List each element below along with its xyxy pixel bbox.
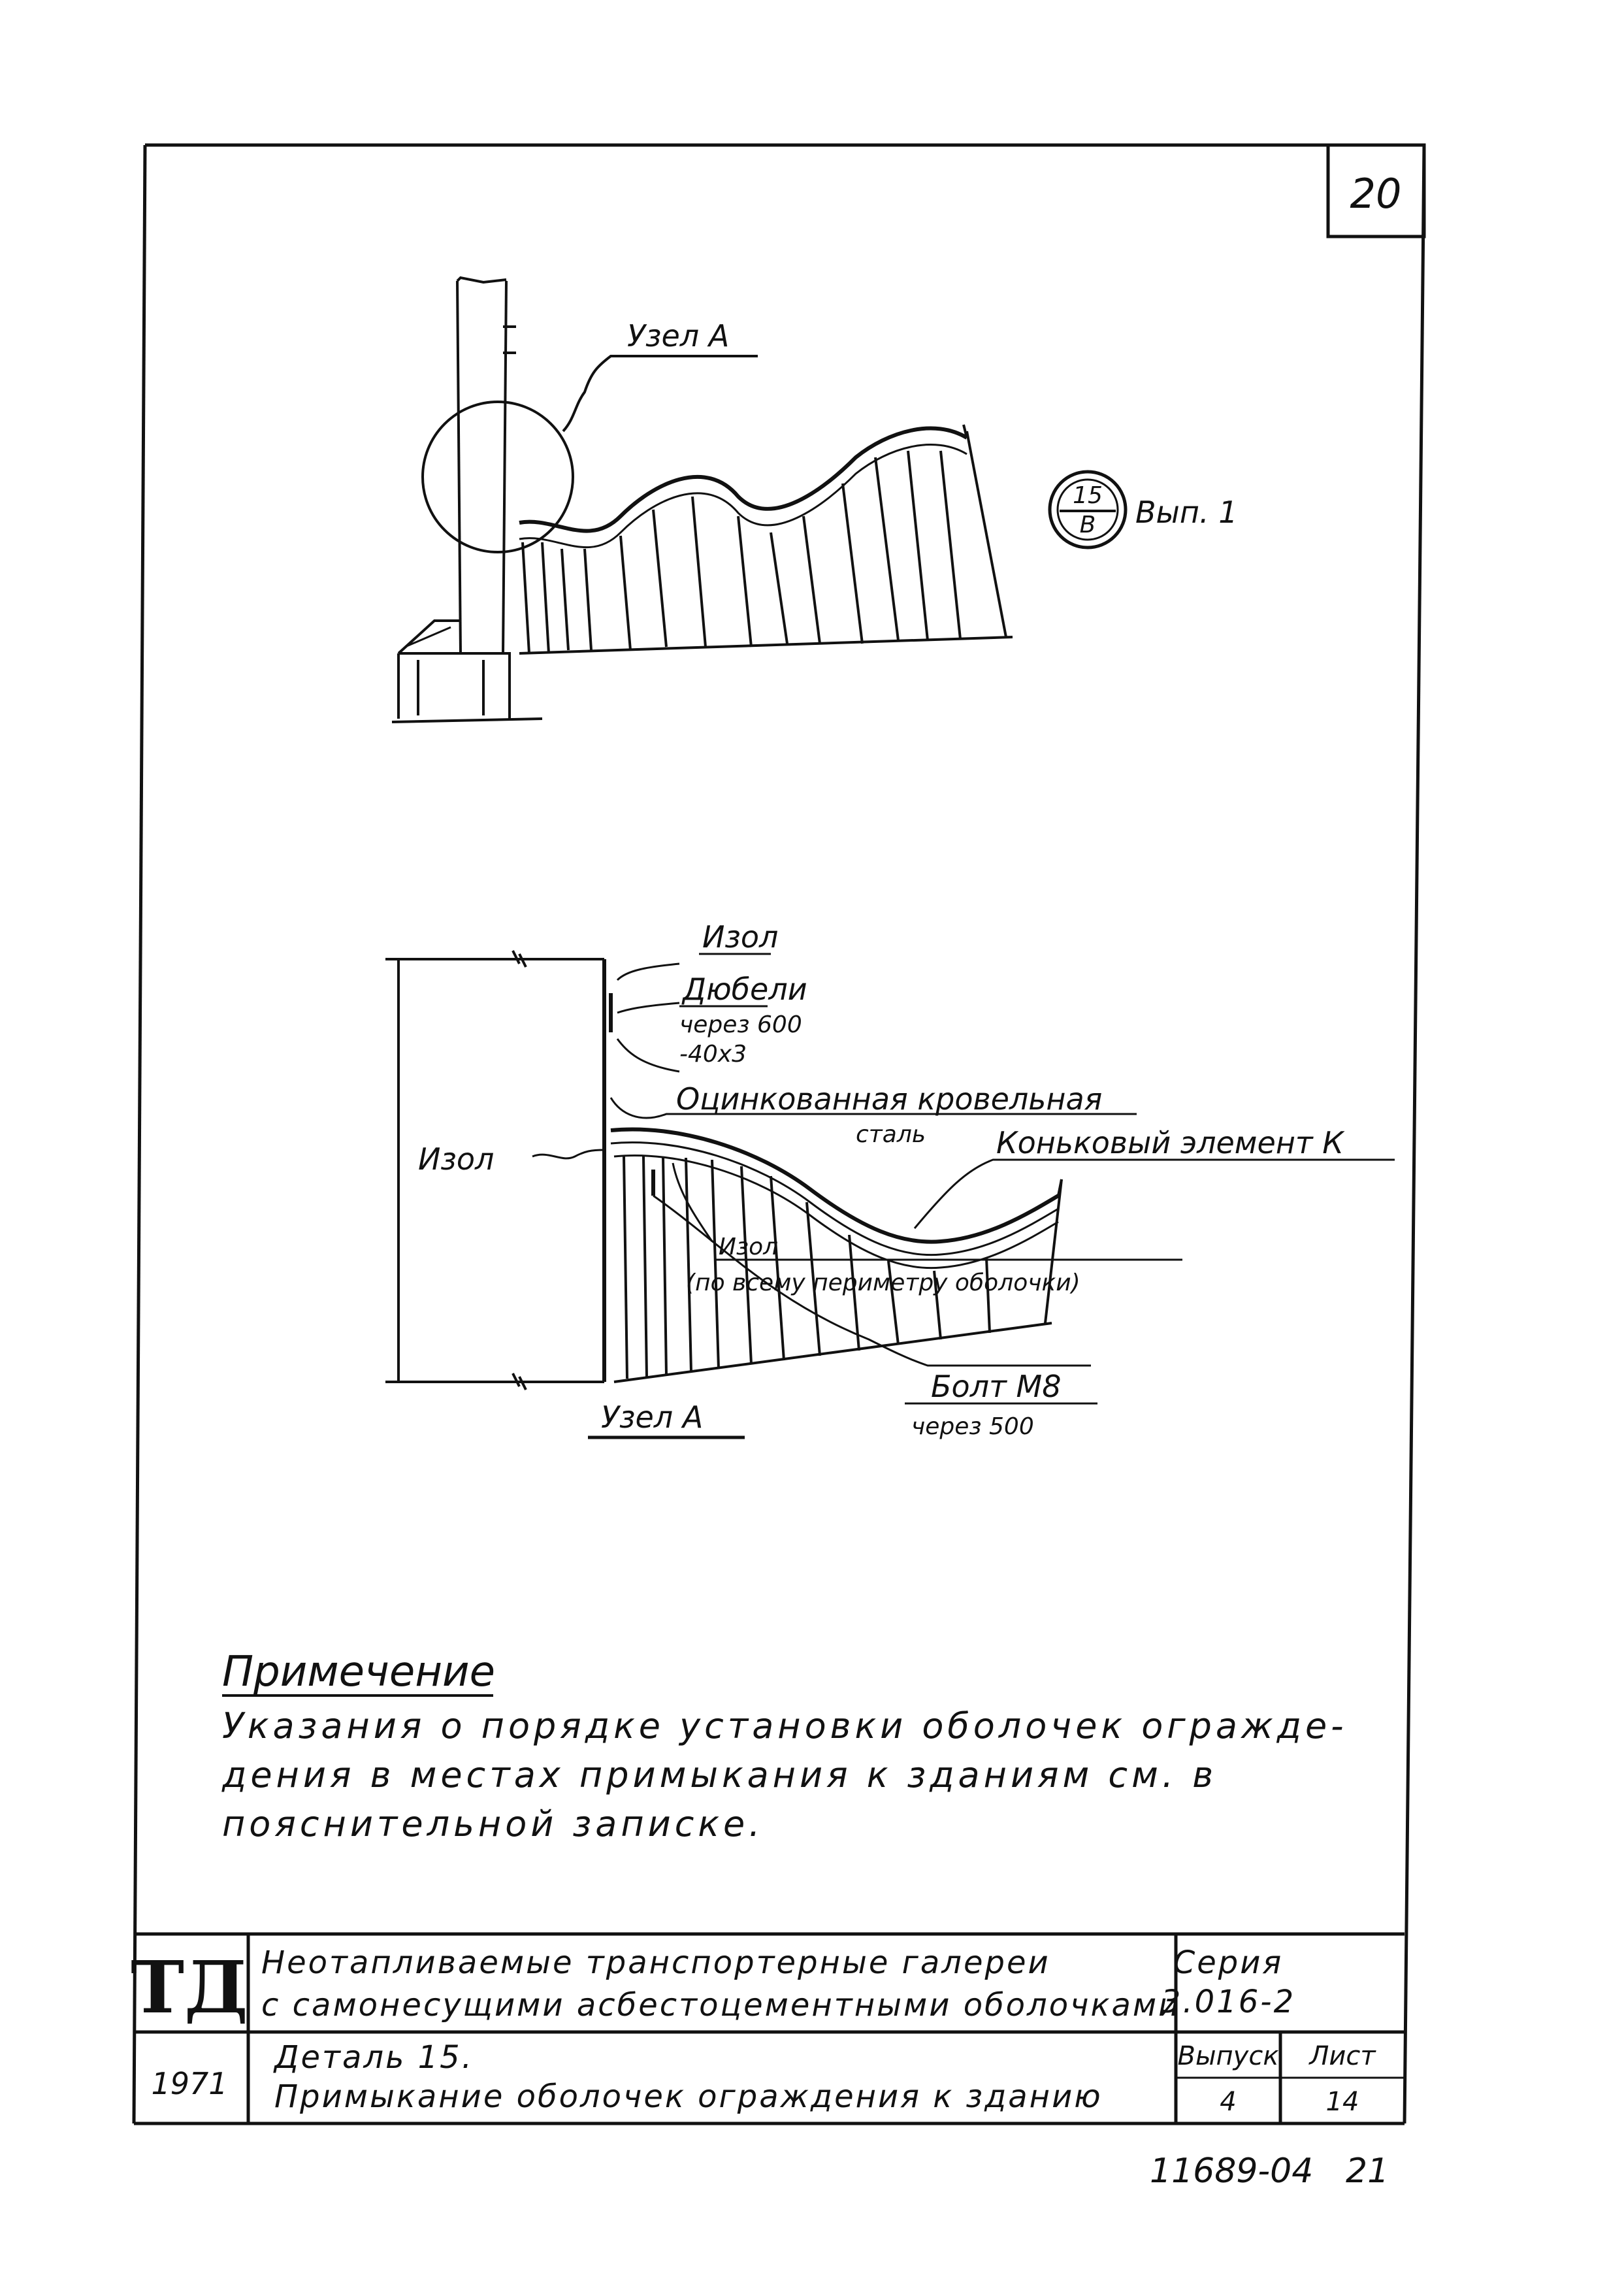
dowels-label: Дюбели — [683, 972, 807, 1007]
note-line-3: пояснительной записке. — [222, 1803, 764, 1844]
bolt-spacing: через 500 — [911, 1413, 1034, 1440]
series-value: 3.016-2 — [1160, 1984, 1296, 2020]
node-detail-view — [385, 951, 1395, 1390]
archive-number: 11689-04 — [1150, 2152, 1314, 2191]
section-reference — [1050, 472, 1126, 548]
title-line-1: Неотапливаемые транспортерные галереи — [261, 1944, 1050, 1981]
logo-td: ТД — [131, 1945, 248, 2029]
section-ref-bottom: В — [1079, 512, 1096, 538]
izol-label-left: Изол — [418, 1141, 495, 1177]
section-ref-top: 15 — [1073, 482, 1103, 509]
detail-node-label: Узел А — [601, 1400, 704, 1435]
issue-label: Выпуск — [1177, 2041, 1279, 2071]
detail-line-1: Деталь 15. — [274, 2039, 474, 2076]
year: 1971 — [151, 2066, 228, 2101]
izol-perimeter-label-2: (по всему периметру оболочки) — [686, 1270, 1080, 1296]
title-line-2: с самонесущими асбестоцементными оболочками — [261, 1987, 1181, 2024]
note-line-2: дения в местах примыкания к зданиям см. в — [222, 1754, 1218, 1795]
strip-size: -40х3 — [679, 1041, 747, 1068]
sheet-number-box — [1328, 145, 1424, 237]
ridge-element-label: Коньковый элемент К — [996, 1125, 1344, 1160]
dowels-spacing: через 600 — [679, 1011, 802, 1038]
note-block — [221, 1648, 1348, 1844]
sheet-value: 14 — [1325, 2087, 1359, 2117]
roof-steel-label-1: Оцинкованная кровельная — [676, 1081, 1103, 1117]
sheet-number: 20 — [1350, 170, 1402, 218]
roof-steel-label-2: сталь — [856, 1121, 926, 1148]
top-node-label: Узел А — [627, 318, 730, 353]
series-label: Серия — [1173, 1944, 1284, 1981]
detail-line-2: Примыкание оболочек ограждения к зданию — [274, 2078, 1103, 2115]
bolt-label: Болт М8 — [931, 1369, 1062, 1404]
izol-perimeter-label-1: Изол — [719, 1234, 779, 1260]
izol-label-top: Изол — [702, 919, 779, 955]
section-ref-issue: Вып. 1 — [1135, 495, 1238, 530]
note-line-1: Указания о порядке установки оболочек огражде- — [222, 1705, 1348, 1746]
archive-page: 21 — [1346, 2152, 1389, 2191]
note-title: Примечение — [222, 1648, 495, 1696]
sheet-label: Лист — [1309, 2041, 1376, 2071]
issue-value: 4 — [1220, 2087, 1237, 2117]
